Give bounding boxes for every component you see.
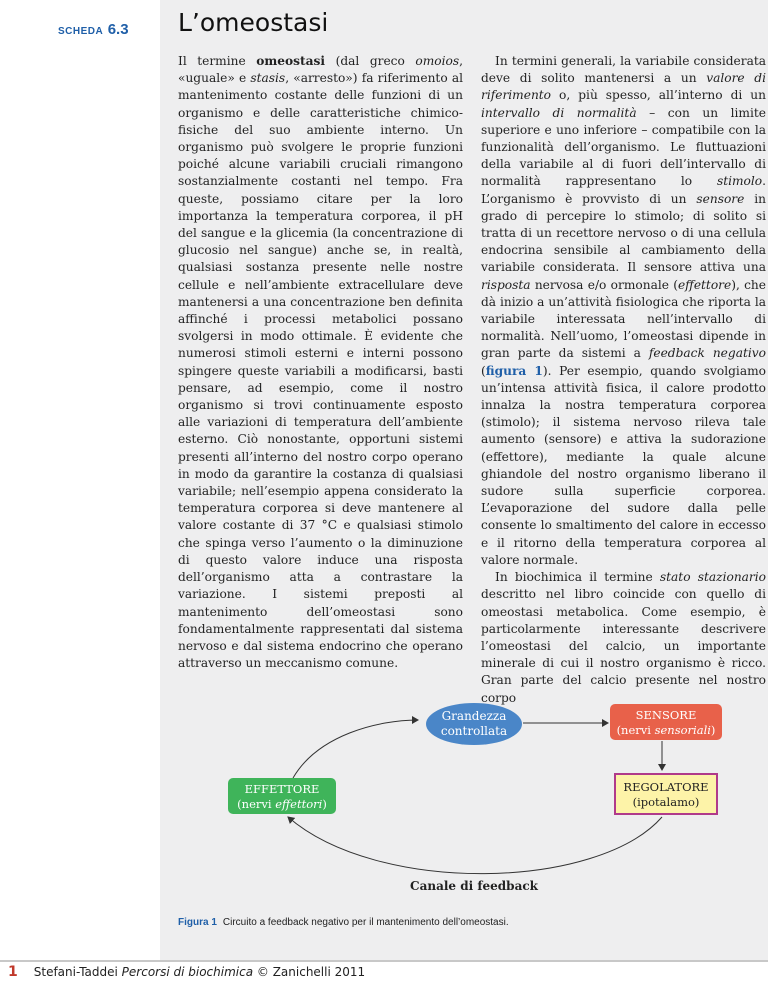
footer-authors: Stefani-Taddei [33, 965, 122, 979]
paragraph-general: In termini generali, la variabile considerata deve di solito mantenersi a un valore di riferimento o, più spesso, all’interno di un intervallo di normalità – con un limite superiore e uno inferiore – compatibile con la funzionalità dell’organismo. Le fluttuazioni della variabile al di fuori dell’intervallo di normalità rappresentano lo stimolo. L’organismo è provvisto di un sensore in grado di percepire lo stimolo; di solito si tratta di un recettore nervoso o di una cellula endocrina sensibile al cambiamento della variabile considerata. Il sensore attiva una risposta nervosa e/o ormonale (effettore), che dà inizio a un’attività fisiologica che riporta la variabile interessata nell’intervallo di normalità. Nell’uomo, l’omeostasi dipende in gran parte da sistemi a feedback negativo (figura 1). Per esempio, quando svolgiamo un’intensa attività fisica, il calore prodotto innalza la nostra temperatura corporea (stimolo); il sistema nervoso rileva tale aumento (sensore) e attiva la sudorazione (effettore), mediante la quale alcune ghiandole del nostro organismo liberano il sudore sulla superficie corporea. L’evaporazione del sudore dalla pelle consente lo smaltimento del calore in eccesso e il ritorno della temperatura corporea al valore normale. [481, 54, 767, 567]
footer-divider [0, 960, 768, 962]
scheda-label [58, 21, 129, 39]
sensor-line2: (nervi sensoriali) [616, 723, 716, 737]
side-margin [0, 0, 160, 960]
scheda-number: 6.3 [107, 21, 129, 38]
regulator-line2: (ipotalamo) [632, 795, 700, 809]
page-footer [8, 964, 365, 980]
paragraph-biochemistry: In biochimica il termine stato stazionario descritto nel libro coincide con quello di omeostasi metabolica. Come esempio, è particolarmente interessante descrivere l’omeostasi del calcio, un importante minerale di cui il nostro organismo è ricco. Gran parte del calcio presente nel nostro corpo [481, 570, 766, 705]
regulator-line1: REGOLATORE [623, 780, 709, 794]
figure-caption [178, 917, 509, 928]
arrow-effector-to-controlled [293, 720, 418, 778]
page-number: 1 [8, 964, 18, 980]
figure-reference-link[interactable]: figura 1 [485, 363, 543, 378]
right-column [481, 53, 766, 707]
controlled-variable-line1: Grandezza [441, 709, 507, 723]
feedback-channel-label: Canale di feedback [410, 879, 538, 893]
figure-caption-label: Figura 1 [178, 917, 217, 928]
effector-line1: EFFETTORE [244, 782, 320, 796]
left-column [178, 53, 463, 672]
effector-line2: (nervi effettori) [237, 797, 327, 811]
node-controlled-variable [426, 703, 522, 745]
figure-caption-text: Circuito a feedback negativo per il mantenimento dell’omeostasi. [222, 917, 509, 928]
feedback-diagram [178, 690, 768, 910]
page-title: L’omeostasi [178, 8, 329, 37]
paragraph-intro: Il termine omeostasi (dal greco omoios, «uguale» e stasis, «arresto») fa riferimento al mantenimento costante delle funzioni di un organismo e delle caratteristiche chimico-fisiche del suo ambiente interno. Un organismo può svolgere le proprie funzioni poiché alcune variabili cruciali rimangono sostanzialmente costanti nel tempo. Fra queste, possiamo citare per la loro importanza la temperatura corporea, il pH del sangue e la glicemia (la concentrazione di glucosio nel sangue) anche se, in realtà, qualsiasi sostanza presente nelle nostre cellule e nell’ambiente extracellulare deve mantenersi a una concentrazione ben definita affinché i processi metabolici possano svolgersi in modo ottimale. È evidente che numerosi stimoli esterni e interni possono spingere queste variabili a modificarsi, basti pensare, ad esempio, come il nostro organismo si trovi continuamente esposto alle variazioni di temperatura dell’ambiente esterno. Ciò nonostante, opportuni sistemi presenti all’interno del nostro corpo operano in modo da garantire la costanza di qualsiasi variabile; nell’esempio appena considerato la temperatura corporea si deve mantenere al valore costante di 37 °C e qualsiasi stimolo che spinga verso l’aumento o la diminuzione di questo valore induce una risposta dell’organismo atta a contrastare la variazione. I sistemi preposti al mantenimento dell’omeostasi sono fondamentalmente rappresentati dal sistema nervoso e dal sistema endocrino che operano attraverso un meccanismo comune. [178, 54, 463, 671]
node-effector [228, 778, 336, 814]
node-sensor [610, 704, 722, 740]
controlled-variable-line2: controllata [440, 724, 508, 738]
footer-book-title: Percorsi di biochimica [121, 965, 254, 979]
scheda-word: SCHEDA [58, 26, 104, 37]
sensor-line1: SENSORE [635, 708, 697, 722]
node-regulator [615, 774, 717, 814]
arrow-regulator-to-effector [288, 817, 662, 874]
footer-publisher: © Zanichelli 2011 [253, 965, 366, 979]
